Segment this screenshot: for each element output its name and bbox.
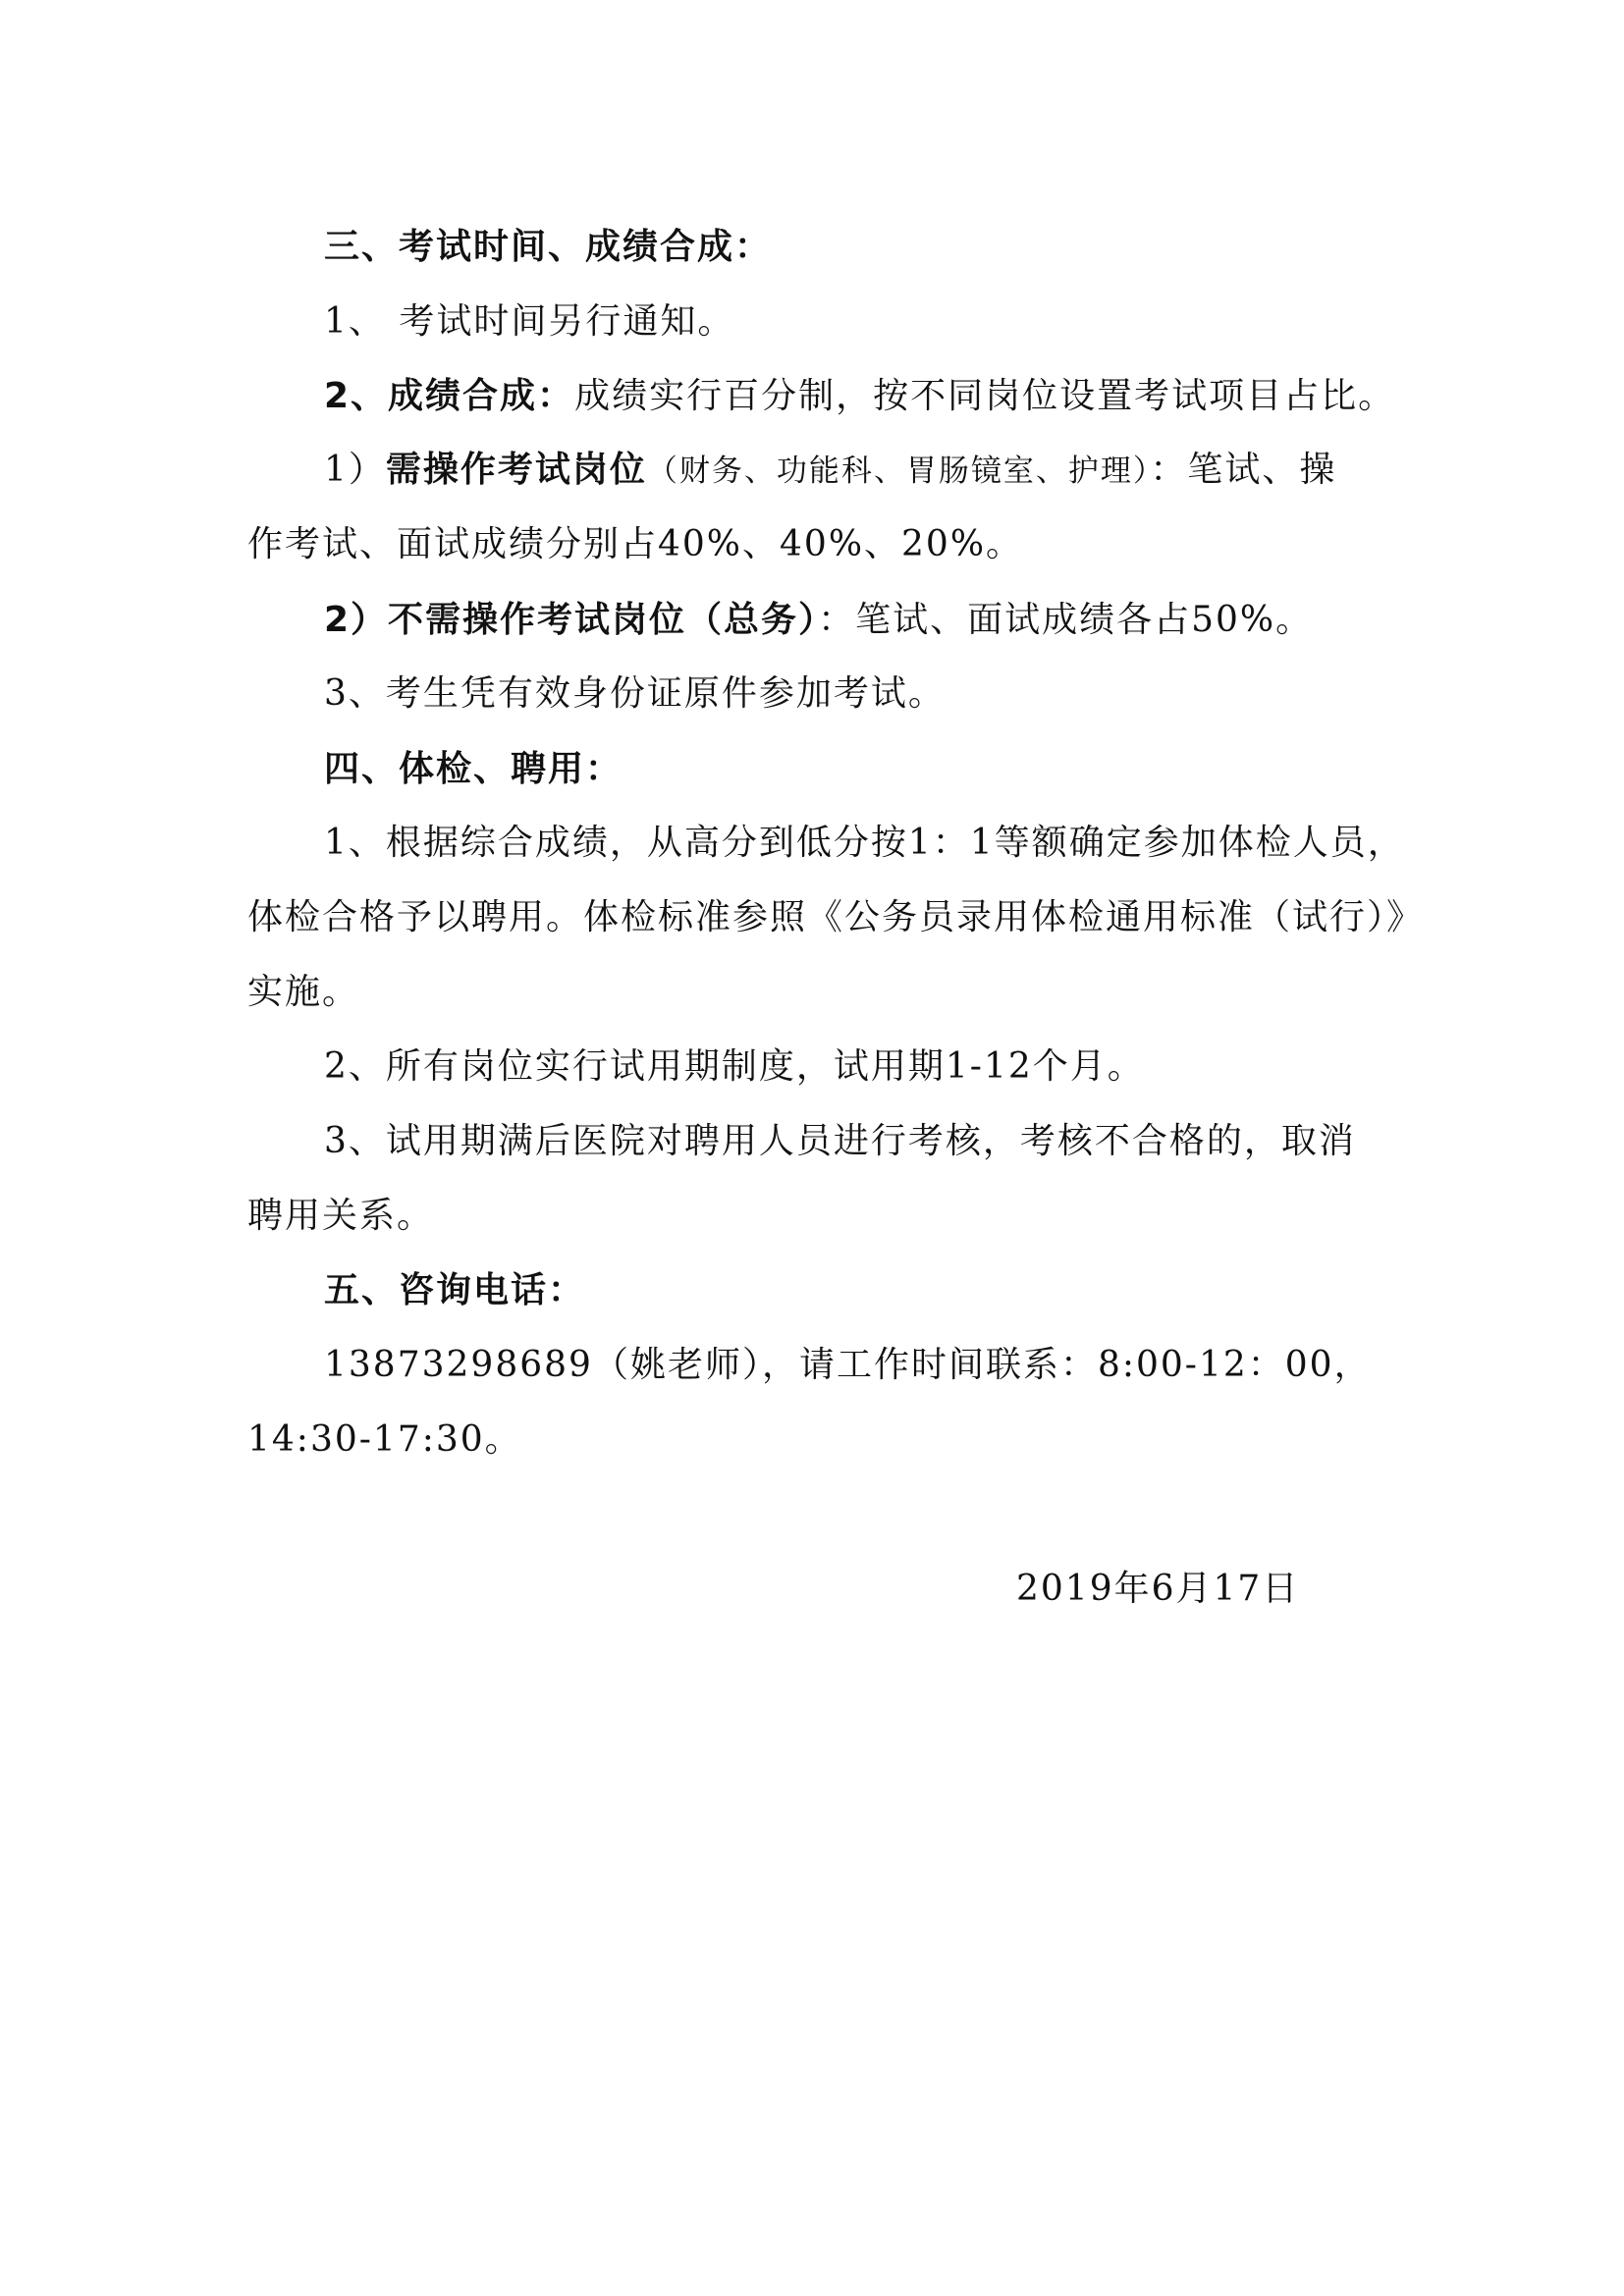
subitem-1-label: 需操作考试岗位: [385, 450, 647, 490]
section-4-item-1-cont: 体检合格予以聘用。体检标准参照《公务员录用体检通用标准（试行）》: [247, 897, 1425, 937]
section-4-item-1-cont2: 实施。: [247, 972, 360, 1012]
contact-phone: 13873298689（姚老师），请工作时间联系：8:00-12：00，: [324, 1345, 1372, 1385]
subitem-1-prefix: 1）: [324, 450, 386, 490]
contact-hours: 14:30-17:30。: [247, 1419, 522, 1460]
section-4-item-1: 1、根据综合成绩，从高分到低分按1：1等额确定参加体检人员，: [324, 823, 1405, 863]
subitem-1-positions: （财务、功能科、胃肠镜室、护理）: [646, 454, 1151, 489]
item-2-label: 2、成绩合成：: [324, 376, 575, 416]
section-4-item-2: 2、所有岗位实行试用期制度，试用期1-12个月。: [324, 1046, 1145, 1087]
document-date: 2019年6月17日: [1016, 1569, 1300, 1609]
section-4-item-3-cont: 聘用关系。: [247, 1196, 435, 1236]
section-3-item-1: 1、 考试时间另行通知。: [324, 301, 735, 342]
section-4-item-3: 3、试用期满后医院对聘用人员进行考核，考核不合格的，取消: [324, 1121, 1356, 1161]
section-3-item-2: [324, 373, 1395, 420]
section-3-subitem-1-cont: 作考试、面试成绩分别占40%、40%、20%。: [247, 524, 1024, 564]
section-3-subitem-2: [324, 597, 1313, 644]
subitem-2-text: ：笔试、面试成绩各占50%。: [818, 600, 1314, 640]
item-2-text: 成绩实行百分制，按不同岗位设置考试项目占比。: [574, 376, 1396, 416]
subitem-1-text: ：笔试、操: [1150, 450, 1337, 490]
subitem-2-label: 2）不需操作考试岗位（总务）: [324, 600, 819, 640]
section-5-heading: 五、咨询电话：: [324, 1270, 586, 1310]
section-3-subitem-1: [324, 447, 1336, 495]
section-3-item-3: 3、考生凭有效身份证原件参加考试。: [324, 673, 946, 714]
section-3-heading: 三、考试时间、成绩合成：: [324, 227, 773, 267]
section-4-heading: 四、体检、聘用：: [324, 749, 623, 789]
